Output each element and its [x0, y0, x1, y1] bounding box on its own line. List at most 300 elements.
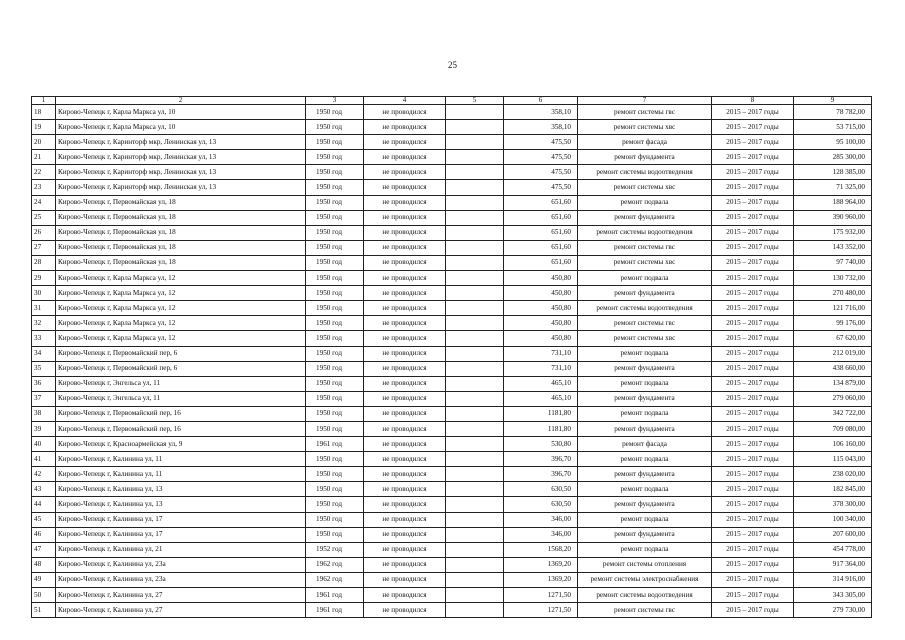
col-5-cell: [446, 497, 504, 512]
table-row: [32, 195, 872, 210]
table-body: [32, 97, 872, 618]
build-year-cell: 1961 год: [306, 603, 364, 618]
row-number-cell: 43: [32, 482, 56, 497]
header-cell-8: 8: [712, 97, 794, 105]
address-cell: Кирово-Чепецк г, Каринторф мкр, Ленинская ул, 13: [56, 150, 306, 165]
row-number-cell: 25: [32, 210, 56, 225]
cost-cell: 378 300,00: [794, 497, 872, 512]
area-cell: 450,80: [504, 286, 578, 301]
table-row: [32, 406, 872, 421]
overhaul-status-cell: не проводился: [364, 603, 446, 618]
row-number-cell: 18: [32, 105, 56, 120]
work-type-cell: ремонт системы водоотведения: [578, 588, 712, 603]
col-5-cell: [446, 376, 504, 391]
address-cell: Кирово-Чепецк г, Калинина ул, 11: [56, 467, 306, 482]
build-year-cell: 1950 год: [306, 195, 364, 210]
work-type-cell: ремонт фундамента: [578, 497, 712, 512]
build-year-cell: 1950 год: [306, 482, 364, 497]
work-type-cell: ремонт подвала: [578, 376, 712, 391]
header-cell-2: 2: [56, 97, 306, 105]
overhaul-status-cell: не проводился: [364, 557, 446, 572]
build-year-cell: 1950 год: [306, 361, 364, 376]
period-cell: 2015 – 2017 годы: [712, 271, 794, 286]
area-cell: 651,60: [504, 240, 578, 255]
address-cell: Кирово-Чепецк г, Первомайская ул, 18: [56, 225, 306, 240]
period-cell: 2015 – 2017 годы: [712, 603, 794, 618]
work-type-cell: ремонт фундамента: [578, 527, 712, 542]
table-row: [32, 452, 872, 467]
work-type-cell: ремонт системы хвс: [578, 255, 712, 270]
col-5-cell: [446, 572, 504, 587]
period-cell: 2015 – 2017 годы: [712, 361, 794, 376]
col-5-cell: [446, 255, 504, 270]
area-cell: 396,70: [504, 467, 578, 482]
col-5-cell: [446, 527, 504, 542]
period-cell: 2015 – 2017 годы: [712, 512, 794, 527]
area-cell: 1181,80: [504, 406, 578, 421]
period-cell: 2015 – 2017 годы: [712, 346, 794, 361]
period-cell: 2015 – 2017 годы: [712, 376, 794, 391]
work-type-cell: ремонт системы гвс: [578, 603, 712, 618]
overhaul-status-cell: не проводился: [364, 331, 446, 346]
table-row: [32, 557, 872, 572]
row-number-cell: 47: [32, 542, 56, 557]
row-number-cell: 45: [32, 512, 56, 527]
row-number-cell: 26: [32, 225, 56, 240]
work-type-cell: ремонт системы хвс: [578, 120, 712, 135]
col-5-cell: [446, 588, 504, 603]
table-row: [32, 135, 872, 150]
col-5-cell: [446, 135, 504, 150]
table-row: [32, 376, 872, 391]
work-type-cell: ремонт подвала: [578, 271, 712, 286]
col-5-cell: [446, 120, 504, 135]
address-cell: Кирово-Чепецк г, Каринторф мкр, Ленинская ул, 13: [56, 165, 306, 180]
address-cell: Кирово-Чепецк г, Каринторф мкр, Ленинская ул, 13: [56, 180, 306, 195]
cost-cell: 917 364,00: [794, 557, 872, 572]
period-cell: 2015 – 2017 годы: [712, 165, 794, 180]
area-cell: 731,10: [504, 361, 578, 376]
cost-cell: 390 960,00: [794, 210, 872, 225]
overhaul-status-cell: не проводился: [364, 527, 446, 542]
area-cell: 358,10: [504, 120, 578, 135]
work-type-cell: ремонт подвала: [578, 512, 712, 527]
work-type-cell: ремонт системы водоотведения: [578, 225, 712, 240]
build-year-cell: 1962 год: [306, 557, 364, 572]
table-row: [32, 588, 872, 603]
overhaul-status-cell: не проводился: [364, 150, 446, 165]
address-cell: Кирово-Чепецк г, Красноармейская ул, 9: [56, 437, 306, 452]
table-row: [32, 301, 872, 316]
overhaul-status-cell: не проводился: [364, 452, 446, 467]
row-number-cell: 23: [32, 180, 56, 195]
row-number-cell: 36: [32, 376, 56, 391]
row-number-cell: 37: [32, 391, 56, 406]
col-5-cell: [446, 331, 504, 346]
table-row: [32, 150, 872, 165]
row-number-cell: 19: [32, 120, 56, 135]
area-cell: 465,10: [504, 376, 578, 391]
address-cell: Кирово-Чепецк г, Энгельса ул, 11: [56, 391, 306, 406]
row-number-cell: 42: [32, 467, 56, 482]
address-cell: Кирово-Чепецк г, Калинина ул, 13: [56, 497, 306, 512]
col-5-cell: [446, 240, 504, 255]
overhaul-status-cell: не проводился: [364, 376, 446, 391]
build-year-cell: 1950 год: [306, 120, 364, 135]
cost-cell: 343 305,00: [794, 588, 872, 603]
overhaul-status-cell: не проводился: [364, 391, 446, 406]
build-year-cell: 1950 год: [306, 467, 364, 482]
period-cell: 2015 – 2017 годы: [712, 286, 794, 301]
build-year-cell: 1950 год: [306, 316, 364, 331]
overhaul-status-cell: не проводился: [364, 588, 446, 603]
period-cell: 2015 – 2017 годы: [712, 301, 794, 316]
col-5-cell: [446, 391, 504, 406]
table-row: [32, 497, 872, 512]
row-number-cell: 38: [32, 406, 56, 421]
area-cell: 465,10: [504, 391, 578, 406]
overhaul-status-cell: не проводился: [364, 406, 446, 421]
work-type-cell: ремонт системы гвс: [578, 316, 712, 331]
build-year-cell: 1961 год: [306, 437, 364, 452]
table-row: [32, 105, 872, 120]
address-cell: Кирово-Чепецк г, Калинина ул, 23а: [56, 572, 306, 587]
table-header-row: [32, 97, 872, 105]
overhaul-status-cell: не проводился: [364, 301, 446, 316]
table-row: [32, 542, 872, 557]
period-cell: 2015 – 2017 годы: [712, 255, 794, 270]
col-5-cell: [446, 316, 504, 331]
period-cell: 2015 – 2017 годы: [712, 482, 794, 497]
col-5-cell: [446, 210, 504, 225]
area-cell: 450,80: [504, 301, 578, 316]
area-cell: 1369,20: [504, 557, 578, 572]
cost-cell: 182 845,00: [794, 482, 872, 497]
address-cell: Кирово-Чепецк г, Первомайская ул, 18: [56, 240, 306, 255]
cost-cell: 106 160,00: [794, 437, 872, 452]
table-row: [32, 572, 872, 587]
work-type-cell: ремонт системы отопления: [578, 557, 712, 572]
period-cell: 2015 – 2017 годы: [712, 331, 794, 346]
overhaul-status-cell: не проводился: [364, 195, 446, 210]
cost-cell: 121 716,00: [794, 301, 872, 316]
address-cell: Кирово-Чепецк г, Калинина ул, 17: [56, 527, 306, 542]
row-number-cell: 22: [32, 165, 56, 180]
period-cell: 2015 – 2017 годы: [712, 391, 794, 406]
row-number-cell: 21: [32, 150, 56, 165]
address-cell: Кирово-Чепецк г, Калинина ул, 17: [56, 512, 306, 527]
row-number-cell: 50: [32, 588, 56, 603]
build-year-cell: 1952 год: [306, 542, 364, 557]
col-5-cell: [446, 467, 504, 482]
cost-cell: 438 660,00: [794, 361, 872, 376]
area-cell: 731,10: [504, 346, 578, 361]
col-5-cell: [446, 512, 504, 527]
table-row: [32, 225, 872, 240]
area-cell: 1369,20: [504, 572, 578, 587]
address-cell: Кирово-Чепецк г, Первомайский пер, 16: [56, 421, 306, 436]
row-number-cell: 31: [32, 301, 56, 316]
overhaul-status-cell: не проводился: [364, 421, 446, 436]
overhaul-status-cell: не проводился: [364, 240, 446, 255]
row-number-cell: 35: [32, 361, 56, 376]
table-row: [32, 240, 872, 255]
area-cell: 630,50: [504, 497, 578, 512]
overhaul-status-cell: не проводился: [364, 255, 446, 270]
row-number-cell: 49: [32, 572, 56, 587]
area-cell: 1271,50: [504, 588, 578, 603]
table-row: [32, 286, 872, 301]
cost-cell: 285 300,00: [794, 150, 872, 165]
row-number-cell: 27: [32, 240, 56, 255]
work-type-cell: ремонт подвала: [578, 482, 712, 497]
build-year-cell: 1950 год: [306, 376, 364, 391]
cost-cell: 134 879,00: [794, 376, 872, 391]
address-cell: Кирово-Чепецк г, Карла Маркса ул, 12: [56, 301, 306, 316]
work-type-cell: ремонт фасада: [578, 437, 712, 452]
overhaul-status-cell: не проводился: [364, 482, 446, 497]
col-5-cell: [446, 150, 504, 165]
cost-cell: 99 176,00: [794, 316, 872, 331]
table-row: [32, 120, 872, 135]
period-cell: 2015 – 2017 годы: [712, 240, 794, 255]
col-5-cell: [446, 180, 504, 195]
period-cell: 2015 – 2017 годы: [712, 527, 794, 542]
col-5-cell: [446, 271, 504, 286]
overhaul-status-cell: не проводился: [364, 225, 446, 240]
header-cell-3: 3: [306, 97, 364, 105]
row-number-cell: 24: [32, 195, 56, 210]
area-cell: 1568,20: [504, 542, 578, 557]
col-5-cell: [446, 301, 504, 316]
col-5-cell: [446, 557, 504, 572]
period-cell: 2015 – 2017 годы: [712, 406, 794, 421]
row-number-cell: 40: [32, 437, 56, 452]
address-cell: Кирово-Чепецк г, Карла Маркса ул, 12: [56, 316, 306, 331]
table-row: [32, 316, 872, 331]
area-cell: 396,70: [504, 452, 578, 467]
area-cell: 475,50: [504, 135, 578, 150]
period-cell: 2015 – 2017 годы: [712, 572, 794, 587]
overhaul-status-cell: не проводился: [364, 512, 446, 527]
work-type-cell: ремонт подвала: [578, 406, 712, 421]
period-cell: 2015 – 2017 годы: [712, 180, 794, 195]
cost-cell: 95 100,00: [794, 135, 872, 150]
area-cell: 1271,50: [504, 603, 578, 618]
period-cell: 2015 – 2017 годы: [712, 542, 794, 557]
overhaul-status-cell: не проводился: [364, 542, 446, 557]
overhaul-status-cell: не проводился: [364, 165, 446, 180]
period-cell: 2015 – 2017 годы: [712, 557, 794, 572]
area-cell: 475,50: [504, 180, 578, 195]
overhaul-status-cell: не проводился: [364, 497, 446, 512]
build-year-cell: 1950 год: [306, 180, 364, 195]
row-number-cell: 41: [32, 452, 56, 467]
area-cell: 630,50: [504, 482, 578, 497]
col-5-cell: [446, 361, 504, 376]
build-year-cell: 1950 год: [306, 271, 364, 286]
page-number: 25: [448, 60, 457, 70]
cost-cell: 143 352,00: [794, 240, 872, 255]
col-5-cell: [446, 105, 504, 120]
address-cell: Кирово-Чепецк г, Калинина ул, 23а: [56, 557, 306, 572]
work-type-cell: ремонт системы хвс: [578, 180, 712, 195]
row-number-cell: 46: [32, 527, 56, 542]
table-row: [32, 512, 872, 527]
overhaul-status-cell: не проводился: [364, 316, 446, 331]
header-cell-6: 6: [504, 97, 578, 105]
build-year-cell: 1950 год: [306, 406, 364, 421]
period-cell: 2015 – 2017 годы: [712, 150, 794, 165]
table-row: [32, 210, 872, 225]
area-cell: 475,50: [504, 150, 578, 165]
period-cell: 2015 – 2017 годы: [712, 467, 794, 482]
build-year-cell: 1961 год: [306, 588, 364, 603]
table-row: [32, 603, 872, 618]
address-cell: Кирово-Чепецк г, Каринторф мкр, Ленинская ул, 13: [56, 135, 306, 150]
cost-cell: 67 620,00: [794, 331, 872, 346]
work-type-cell: ремонт фундамента: [578, 361, 712, 376]
period-cell: 2015 – 2017 годы: [712, 437, 794, 452]
build-year-cell: 1950 год: [306, 105, 364, 120]
build-year-cell: 1950 год: [306, 497, 364, 512]
row-number-cell: 20: [32, 135, 56, 150]
table-row: [32, 331, 872, 346]
work-type-cell: ремонт подвала: [578, 452, 712, 467]
build-year-cell: 1950 год: [306, 135, 364, 150]
period-cell: 2015 – 2017 годы: [712, 588, 794, 603]
build-year-cell: 1950 год: [306, 331, 364, 346]
address-cell: Кирово-Чепецк г, Карла Маркса ул, 10: [56, 120, 306, 135]
table-row: [32, 482, 872, 497]
work-type-cell: ремонт фасада: [578, 135, 712, 150]
row-number-cell: 51: [32, 603, 56, 618]
work-type-cell: ремонт системы водоотведения: [578, 301, 712, 316]
work-type-cell: ремонт фундамента: [578, 210, 712, 225]
area-cell: 651,60: [504, 255, 578, 270]
period-cell: 2015 – 2017 годы: [712, 120, 794, 135]
row-number-cell: 33: [32, 331, 56, 346]
table-row: [32, 467, 872, 482]
period-cell: 2015 – 2017 годы: [712, 105, 794, 120]
build-year-cell: 1962 год: [306, 572, 364, 587]
work-type-cell: ремонт фундамента: [578, 286, 712, 301]
work-type-cell: ремонт системы электроснабжения: [578, 572, 712, 587]
header-cell-1: 1: [32, 97, 56, 105]
period-cell: 2015 – 2017 годы: [712, 135, 794, 150]
cost-cell: 279 730,00: [794, 603, 872, 618]
cost-cell: 342 722,00: [794, 406, 872, 421]
table-row: [32, 527, 872, 542]
period-cell: 2015 – 2017 годы: [712, 497, 794, 512]
build-year-cell: 1950 год: [306, 225, 364, 240]
row-number-cell: 39: [32, 421, 56, 436]
work-type-cell: ремонт системы водоотведения: [578, 165, 712, 180]
overhaul-status-cell: не проводился: [364, 105, 446, 120]
area-cell: 1181,80: [504, 421, 578, 436]
build-year-cell: 1950 год: [306, 255, 364, 270]
cost-cell: 238 020,00: [794, 467, 872, 482]
cost-cell: 175 932,00: [794, 225, 872, 240]
cost-cell: 100 340,00: [794, 512, 872, 527]
build-year-cell: 1950 год: [306, 421, 364, 436]
area-cell: 450,80: [504, 331, 578, 346]
address-cell: Кирово-Чепецк г, Первомайская ул, 18: [56, 195, 306, 210]
work-type-cell: ремонт фундамента: [578, 150, 712, 165]
area-cell: 450,80: [504, 316, 578, 331]
register-table: [31, 96, 872, 618]
overhaul-status-cell: не проводился: [364, 180, 446, 195]
overhaul-status-cell: не проводился: [364, 210, 446, 225]
row-number-cell: 32: [32, 316, 56, 331]
build-year-cell: 1950 год: [306, 452, 364, 467]
header-cell-9: 9: [794, 97, 872, 105]
build-year-cell: 1950 год: [306, 165, 364, 180]
area-cell: 530,80: [504, 437, 578, 452]
overhaul-status-cell: не проводился: [364, 437, 446, 452]
build-year-cell: 1950 год: [306, 301, 364, 316]
build-year-cell: 1950 год: [306, 286, 364, 301]
cost-cell: 53 715,00: [794, 120, 872, 135]
overhaul-status-cell: не проводился: [364, 135, 446, 150]
row-number-cell: 44: [32, 497, 56, 512]
address-cell: Кирово-Чепецк г, Калинина ул, 11: [56, 452, 306, 467]
build-year-cell: 1950 год: [306, 346, 364, 361]
overhaul-status-cell: не проводился: [364, 572, 446, 587]
work-type-cell: ремонт подвала: [578, 195, 712, 210]
address-cell: Кирово-Чепецк г, Первомайская ул, 18: [56, 210, 306, 225]
period-cell: 2015 – 2017 годы: [712, 210, 794, 225]
address-cell: Кирово-Чепецк г, Первомайская ул, 18: [56, 255, 306, 270]
row-number-cell: 29: [32, 271, 56, 286]
header-cell-5: 5: [446, 97, 504, 105]
build-year-cell: 1950 год: [306, 150, 364, 165]
cost-cell: 128 385,00: [794, 165, 872, 180]
table-row: [32, 180, 872, 195]
cost-cell: 115 043,00: [794, 452, 872, 467]
col-5-cell: [446, 437, 504, 452]
col-5-cell: [446, 346, 504, 361]
area-cell: 651,60: [504, 225, 578, 240]
area-cell: 475,50: [504, 165, 578, 180]
period-cell: 2015 – 2017 годы: [712, 225, 794, 240]
col-5-cell: [446, 482, 504, 497]
cost-cell: 279 060,00: [794, 391, 872, 406]
address-cell: Кирово-Чепецк г, Карла Маркса ул, 12: [56, 331, 306, 346]
cost-cell: 709 080,00: [794, 421, 872, 436]
overhaul-status-cell: не проводился: [364, 271, 446, 286]
address-cell: Кирово-Чепецк г, Карла Маркса ул, 10: [56, 105, 306, 120]
address-cell: Кирово-Чепецк г, Первомайский пер, 6: [56, 361, 306, 376]
col-5-cell: [446, 603, 504, 618]
cost-cell: 314 916,00: [794, 572, 872, 587]
cost-cell: 97 740,00: [794, 255, 872, 270]
address-cell: Кирово-Чепецк г, Калинина ул, 27: [56, 603, 306, 618]
col-5-cell: [446, 225, 504, 240]
col-5-cell: [446, 165, 504, 180]
address-cell: Кирово-Чепецк г, Энгельса ул, 11: [56, 376, 306, 391]
overhaul-status-cell: не проводился: [364, 120, 446, 135]
work-type-cell: ремонт фундамента: [578, 421, 712, 436]
overhaul-status-cell: не проводился: [364, 467, 446, 482]
col-5-cell: [446, 542, 504, 557]
build-year-cell: 1950 год: [306, 240, 364, 255]
work-type-cell: ремонт подвала: [578, 542, 712, 557]
table-row: [32, 346, 872, 361]
build-year-cell: 1950 год: [306, 210, 364, 225]
period-cell: 2015 – 2017 годы: [712, 195, 794, 210]
area-cell: 358,10: [504, 105, 578, 120]
